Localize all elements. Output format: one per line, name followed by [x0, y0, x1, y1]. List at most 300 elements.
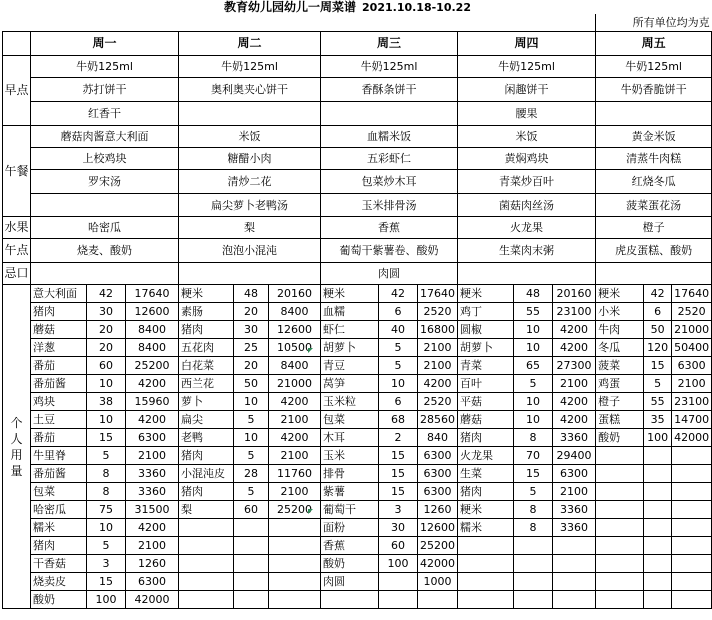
day-header: 周二: [179, 32, 321, 56]
total-amount: 10500: [269, 339, 321, 357]
table-row: [3, 263, 712, 285]
lunch-item: 五彩虾仁: [321, 148, 458, 170]
total-amount: 4200: [418, 375, 458, 393]
ingredient-name: 意大利面: [31, 285, 87, 303]
total-amount: 21000: [672, 321, 712, 339]
ingredient-name: 青菜: [458, 357, 514, 375]
lunch-item: 血糯米饭: [321, 126, 458, 148]
empty-cell: [672, 537, 712, 555]
total-amount: 16800: [418, 321, 458, 339]
breakfast-item: [596, 102, 712, 126]
breakfast-item: 苏打饼干: [31, 78, 179, 102]
empty-cell: [553, 591, 596, 609]
total-amount: 2100: [126, 447, 179, 465]
total-amount: 25200: [269, 501, 321, 519]
total-amount: 1000: [418, 573, 458, 591]
per-child-amount: 60: [234, 501, 269, 519]
sheet-title: [0, 0, 695, 14]
empty-cell: [418, 591, 458, 609]
day-header: 周五: [596, 32, 712, 56]
lunch-item: 包菜炒木耳: [321, 170, 458, 194]
total-amount: 11760: [269, 465, 321, 483]
total-amount: 840: [418, 429, 458, 447]
empty-cell: [672, 447, 712, 465]
total-amount: 1260: [418, 501, 458, 519]
breakfast-item: 腰果: [458, 102, 596, 126]
ingredient-name: 番茄酱: [31, 465, 87, 483]
category-lunch: 午餐: [3, 126, 31, 217]
per-child-amount: 5: [514, 483, 553, 501]
lunch-item: 黄焖鸡块: [458, 148, 596, 170]
per-child-amount: 5: [234, 447, 269, 465]
table-row: [3, 303, 712, 321]
breakfast-item: 奥利奥夹心饼干: [179, 78, 321, 102]
per-child-amount: 8: [514, 429, 553, 447]
total-amount: 2520: [418, 303, 458, 321]
avoid-item: [596, 263, 712, 285]
fruit-item: 梨: [179, 217, 321, 239]
table-row: [3, 78, 712, 102]
category-snack: 午点: [3, 239, 31, 263]
total-amount: 12600: [126, 303, 179, 321]
per-child-amount: 70: [514, 447, 553, 465]
portion-label: 个人用量: [10, 415, 23, 478]
empty-cell: [644, 447, 672, 465]
empty-cell: [672, 555, 712, 573]
table-row: [3, 393, 712, 411]
total-amount: 8400: [126, 339, 179, 357]
avoid-item: 肉圆: [321, 263, 458, 285]
lunch-item: 清炒二花: [179, 170, 321, 194]
table-row: [3, 537, 712, 555]
empty-cell: [644, 537, 672, 555]
breakfast-item: [321, 102, 458, 126]
ingredient-name: 番茄: [31, 429, 87, 447]
per-child-amount: 20: [234, 303, 269, 321]
total-amount: 17640: [126, 285, 179, 303]
empty-cell: [596, 537, 644, 555]
empty-cell: [644, 555, 672, 573]
ingredient-name: 火龙果: [458, 447, 514, 465]
per-child-amount: 48: [234, 285, 269, 303]
per-child-amount: 15: [87, 573, 126, 591]
avoid-item: [458, 263, 596, 285]
lunch-item: 红烧冬瓜: [596, 170, 712, 194]
table-row: [3, 239, 712, 263]
total-amount: 6300: [418, 447, 458, 465]
unit-note: 所有单位均为克: [596, 14, 712, 32]
per-child-amount: 5: [379, 357, 418, 375]
ingredient-name: 小混沌皮: [179, 465, 234, 483]
ingredient-name: 粳米: [596, 285, 644, 303]
empty-cell: [672, 591, 712, 609]
total-amount: 21000: [269, 375, 321, 393]
total-amount: 50400: [672, 339, 712, 357]
per-child-amount: 15: [514, 465, 553, 483]
empty-cell: [672, 483, 712, 501]
total-amount: 28560: [418, 411, 458, 429]
empty-cell: [234, 591, 269, 609]
empty-cell: [596, 591, 644, 609]
per-child-amount: 65: [514, 357, 553, 375]
per-child-amount: 5: [234, 483, 269, 501]
ingredient-name: 猪肉: [458, 483, 514, 501]
empty-cell: [234, 573, 269, 591]
per-child-amount: 100: [87, 591, 126, 609]
lunch-item: 蘑菇肉酱意大利面: [31, 126, 179, 148]
table-row: [3, 357, 712, 375]
table-row: [3, 465, 712, 483]
total-amount: 6300: [672, 357, 712, 375]
ingredient-name: 面粉: [321, 519, 379, 537]
per-child-amount: 10: [514, 411, 553, 429]
total-amount: 2520: [672, 303, 712, 321]
breakfast-item: 牛奶125ml: [321, 56, 458, 78]
lunch-item: 菠菜蛋花汤: [596, 194, 712, 217]
empty-cell: [269, 591, 321, 609]
per-child-amount: 5: [87, 537, 126, 555]
empty-cell: [596, 465, 644, 483]
lunch-item: 扁尖萝卜老鸭汤: [179, 194, 321, 217]
ingredient-name: 香蕉: [321, 537, 379, 555]
breakfast-item: 闲趣饼干: [458, 78, 596, 102]
ingredient-name: 胡萝卜: [321, 339, 379, 357]
per-child-amount: 38: [87, 393, 126, 411]
date-range: 2021.10.18-10.22: [362, 1, 471, 14]
per-child-amount: 5: [87, 447, 126, 465]
per-child-amount: 10: [514, 393, 553, 411]
total-amount: 6300: [418, 465, 458, 483]
empty-cell: [596, 447, 644, 465]
empty-cell: [514, 555, 553, 573]
empty-cell: [179, 519, 234, 537]
empty-cell: [644, 573, 672, 591]
snack-item: 生菜肉末粥: [458, 239, 596, 263]
empty-cell: [179, 591, 234, 609]
empty-cell: [644, 519, 672, 537]
ingredient-name: 冬瓜: [596, 339, 644, 357]
empty-cell: [596, 519, 644, 537]
breakfast-item: 牛奶125ml: [179, 56, 321, 78]
per-child-amount: 20: [87, 339, 126, 357]
per-child-amount: 15: [379, 465, 418, 483]
per-child-amount: 6: [379, 303, 418, 321]
total-amount: 2520: [418, 393, 458, 411]
empty-cell: [596, 501, 644, 519]
empty-cell: [672, 519, 712, 537]
ingredient-name: 烧卖皮: [31, 573, 87, 591]
ingredient-name: 猪肉: [458, 429, 514, 447]
total-amount: 1260: [126, 555, 179, 573]
empty-cell: [644, 483, 672, 501]
ingredient-name: 牛肉: [596, 321, 644, 339]
ingredient-name: 排骨: [321, 465, 379, 483]
corner-cell: [3, 32, 31, 56]
total-amount: 23100: [553, 303, 596, 321]
total-amount: 8400: [269, 357, 321, 375]
ingredient-name: 干香菇: [31, 555, 87, 573]
empty-cell: [644, 501, 672, 519]
empty-cell: [269, 519, 321, 537]
empty-cell: [596, 483, 644, 501]
per-child-amount: 8: [514, 519, 553, 537]
per-child-amount: 10: [379, 375, 418, 393]
per-child-amount: 20: [87, 321, 126, 339]
ingredient-name: 番茄酱: [31, 375, 87, 393]
per-child-amount: 10: [87, 375, 126, 393]
per-child-amount: 10: [234, 429, 269, 447]
cell-marker-icon: [308, 509, 313, 514]
table-row: [3, 14, 712, 32]
ingredient-name: 粳米: [458, 501, 514, 519]
total-amount: 29400: [553, 447, 596, 465]
total-amount: 2100: [418, 357, 458, 375]
total-amount: 20160: [553, 285, 596, 303]
per-child-amount: 55: [514, 303, 553, 321]
empty-cell: [644, 465, 672, 483]
category-breakfast: 早点: [3, 56, 31, 126]
table-row: [3, 148, 712, 170]
total-amount: 6300: [126, 573, 179, 591]
fruit-item: 哈密瓜: [31, 217, 179, 239]
total-amount: 12600: [418, 519, 458, 537]
ingredient-name: 血糯: [321, 303, 379, 321]
empty-cell: [514, 537, 553, 555]
per-child-amount: 40: [379, 321, 418, 339]
total-amount: 23100: [672, 393, 712, 411]
total-amount: 31500: [126, 501, 179, 519]
table-row: [3, 375, 712, 393]
ingredient-name: 猪肉: [179, 483, 234, 501]
ingredient-name: 粳米: [179, 285, 234, 303]
ingredient-name: 蘑菇: [458, 411, 514, 429]
per-child-amount: 10: [234, 393, 269, 411]
ingredient-name: 西兰花: [179, 375, 234, 393]
per-child-amount: 10: [514, 339, 553, 357]
empty-cell: [179, 573, 234, 591]
table-row: [3, 573, 712, 591]
ingredient-name: 百叶: [458, 375, 514, 393]
ingredient-name: 粳米: [458, 285, 514, 303]
lunch-item: 罗宋汤: [31, 170, 179, 194]
category-avoid: 忌口: [3, 263, 31, 285]
total-amount: 12600: [269, 321, 321, 339]
ingredient-name: 鸡蛋: [596, 375, 644, 393]
total-amount: 6300: [553, 465, 596, 483]
empty-cell: [234, 519, 269, 537]
table-row: [3, 126, 712, 148]
fruit-item: 橙子: [596, 217, 712, 239]
total-amount: 2100: [269, 483, 321, 501]
ingredient-name: 猪肉: [31, 537, 87, 555]
total-amount: 14700: [672, 411, 712, 429]
total-amount: 3360: [553, 429, 596, 447]
per-child-amount: 10: [87, 411, 126, 429]
per-child-amount: 42: [87, 285, 126, 303]
per-child-amount: 20: [234, 357, 269, 375]
ingredient-name: 莴笋: [321, 375, 379, 393]
lunch-item: 米饭: [458, 126, 596, 148]
total-amount: 27300: [553, 357, 596, 375]
empty-cell: [672, 501, 712, 519]
ingredient-name: 葡萄干: [321, 501, 379, 519]
total-amount: 42000: [126, 591, 179, 609]
total-amount: 4200: [126, 375, 179, 393]
per-child-amount: 15: [379, 447, 418, 465]
ingredient-name: 包菜: [31, 483, 87, 501]
breakfast-item: 香酥条饼干: [321, 78, 458, 102]
per-child-amount: 3: [379, 501, 418, 519]
snack-item: 虎皮蛋糕、酸奶: [596, 239, 712, 263]
per-child-amount: 8: [87, 483, 126, 501]
per-child-amount: [379, 573, 418, 591]
empty-cell: [234, 555, 269, 573]
per-child-amount: 15: [644, 357, 672, 375]
category-portion: [3, 285, 31, 609]
ingredient-name: 玉米粒: [321, 393, 379, 411]
empty-cell: [514, 591, 553, 609]
day-header: 周一: [31, 32, 179, 56]
total-amount: 3360: [553, 519, 596, 537]
menu-table: [2, 14, 712, 609]
breakfast-item: 牛奶125ml: [596, 56, 712, 78]
table-row: [3, 411, 712, 429]
total-amount: 2100: [553, 483, 596, 501]
per-child-amount: 75: [87, 501, 126, 519]
total-amount: 4200: [269, 429, 321, 447]
total-amount: 4200: [553, 411, 596, 429]
empty-cell: [596, 573, 644, 591]
total-amount: 17640: [672, 285, 712, 303]
total-amount: 4200: [553, 339, 596, 357]
table-row: [3, 217, 712, 239]
ingredient-name: 牛里脊: [31, 447, 87, 465]
per-child-amount: 50: [644, 321, 672, 339]
snack-item: 泡泡小混沌: [179, 239, 321, 263]
table-row: [3, 501, 712, 519]
per-child-amount: 5: [644, 375, 672, 393]
empty-cell: [179, 555, 234, 573]
per-child-amount: 30: [87, 303, 126, 321]
ingredient-name: 生菜: [458, 465, 514, 483]
per-child-amount: 10: [87, 519, 126, 537]
per-child-amount: 28: [234, 465, 269, 483]
per-child-amount: 10: [514, 321, 553, 339]
ingredient-name: 白花菜: [179, 357, 234, 375]
breakfast-item: 牛奶125ml: [458, 56, 596, 78]
total-amount: 2100: [418, 339, 458, 357]
snack-item: 烧麦、酸奶: [31, 239, 179, 263]
total-amount: 6300: [126, 429, 179, 447]
ingredient-name: 鸡丁: [458, 303, 514, 321]
total-amount: 2100: [269, 447, 321, 465]
ingredient-name: 素肠: [179, 303, 234, 321]
empty-cell: [234, 537, 269, 555]
ingredient-name: 扁尖: [179, 411, 234, 429]
total-amount: 6300: [418, 483, 458, 501]
empty-cell: [644, 591, 672, 609]
ingredient-name: 鸡块: [31, 393, 87, 411]
total-amount: 42000: [418, 555, 458, 573]
per-child-amount: 8: [87, 465, 126, 483]
table-row: [3, 591, 712, 609]
ingredient-name: 菠菜: [596, 357, 644, 375]
lunch-item: 米饭: [179, 126, 321, 148]
empty-cell: [269, 573, 321, 591]
empty-cell: [672, 465, 712, 483]
breakfast-item: 牛奶香脆饼干: [596, 78, 712, 102]
ingredient-name: 老鸭: [179, 429, 234, 447]
category-fruit: 水果: [3, 217, 31, 239]
lunch-item: 糖醋小肉: [179, 148, 321, 170]
breakfast-item: [179, 102, 321, 126]
table-row: [3, 339, 712, 357]
total-amount: 42000: [672, 429, 712, 447]
total-amount: 8400: [269, 303, 321, 321]
empty-cell: [321, 591, 379, 609]
per-child-amount: 6: [644, 303, 672, 321]
fruit-item: 火龙果: [458, 217, 596, 239]
title-text: 教育幼儿园幼儿一周菜谱: [224, 0, 357, 14]
per-child-amount: 100: [379, 555, 418, 573]
lunch-item: 清蒸牛肉糕: [596, 148, 712, 170]
ingredient-name: 酸奶: [321, 555, 379, 573]
ingredient-name: 洋葱: [31, 339, 87, 357]
lunch-item: 青菜炒百叶: [458, 170, 596, 194]
ingredient-name: 青豆: [321, 357, 379, 375]
ingredient-name: 萝卜: [179, 393, 234, 411]
ingredient-name: 猪肉: [179, 321, 234, 339]
lunch-item: 黄金米饭: [596, 126, 712, 148]
per-child-amount: 60: [379, 537, 418, 555]
ingredient-name: 肉圆: [321, 573, 379, 591]
table-row: [3, 429, 712, 447]
table-row: [3, 321, 712, 339]
ingredient-name: 橙子: [596, 393, 644, 411]
total-amount: 2100: [672, 375, 712, 393]
per-child-amount: 68: [379, 411, 418, 429]
ingredient-name: 虾仁: [321, 321, 379, 339]
empty-cell: [269, 537, 321, 555]
total-amount: 4200: [553, 321, 596, 339]
empty-cell: [269, 555, 321, 573]
table-row: [3, 102, 712, 126]
avoid-item: [179, 263, 321, 285]
ingredient-name: 哈密瓜: [31, 501, 87, 519]
per-child-amount: 48: [514, 285, 553, 303]
avoid-item: [31, 263, 179, 285]
ingredient-name: 土豆: [31, 411, 87, 429]
total-amount: 17640: [418, 285, 458, 303]
snack-item: 葡萄干紫薯卷、酸奶: [321, 239, 458, 263]
per-child-amount: 8: [514, 501, 553, 519]
per-child-amount: 5: [379, 339, 418, 357]
per-child-amount: 50: [234, 375, 269, 393]
table-row: [3, 170, 712, 194]
ingredient-name: 玉米: [321, 447, 379, 465]
table-row: [3, 32, 712, 56]
table-row: [3, 447, 712, 465]
total-amount: 8400: [126, 321, 179, 339]
ingredient-name: 酸奶: [31, 591, 87, 609]
lunch-item: [31, 194, 179, 217]
total-amount: 25200: [418, 537, 458, 555]
empty-cell: [458, 537, 514, 555]
per-child-amount: 30: [234, 321, 269, 339]
empty-cell: [553, 537, 596, 555]
per-child-amount: 25: [234, 339, 269, 357]
total-amount: 3360: [126, 483, 179, 501]
